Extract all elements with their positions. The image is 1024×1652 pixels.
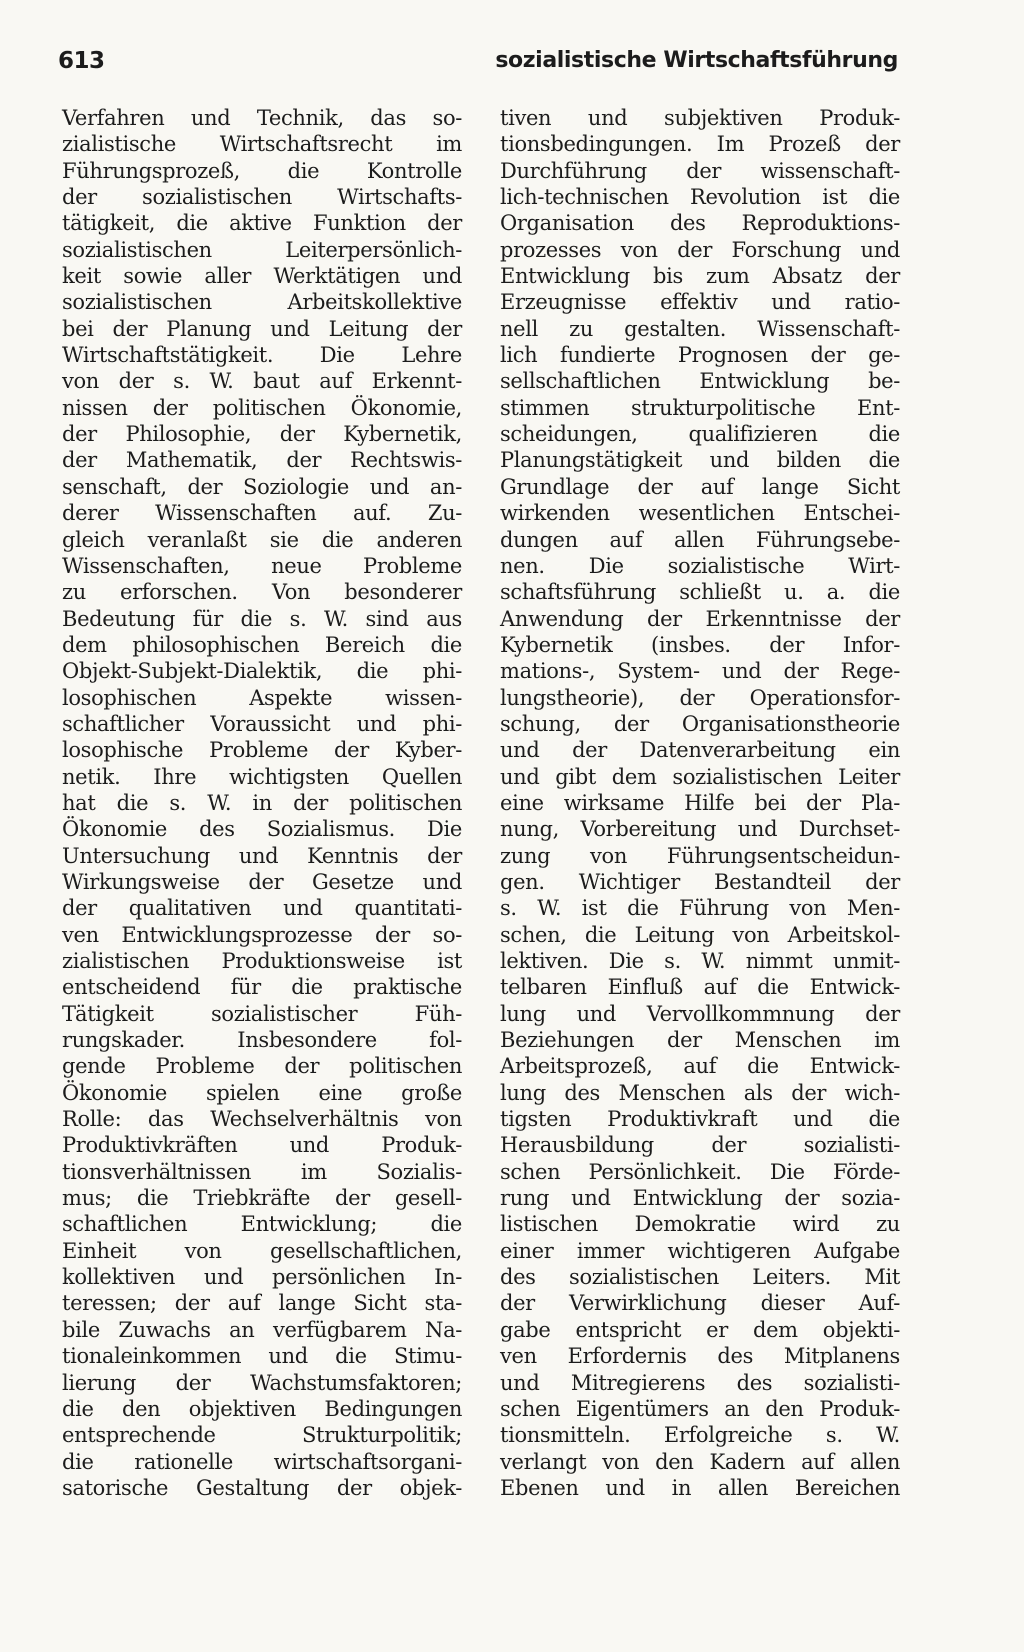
- text-line: s. W. ist die Führung von Men-: [500, 896, 900, 921]
- text-line: netik. Ihre wichtigsten Quellen: [62, 764, 462, 789]
- text-line: senschaft, der Soziologie und an-: [62, 474, 462, 499]
- text-line: Grundlage der auf lange Sicht: [500, 474, 900, 499]
- text-line: sellschaftlichen Entwicklung be-: [500, 369, 900, 394]
- text-line: schung, der Organisationstheorie: [500, 711, 900, 736]
- text-line: zu erforschen. Von besonderer: [62, 580, 462, 605]
- text-line: schen Persönlichkeit. Die Förde-: [500, 1159, 900, 1184]
- text-line: Rolle: das Wechselverhältnis von: [62, 1107, 462, 1132]
- text-line: hat die s. W. in der politischen: [62, 790, 462, 815]
- text-line: zialistische Wirtschaftsrecht im: [62, 132, 462, 157]
- text-column-right: [500, 105, 900, 1501]
- text-line: ven Erfordernis des Mitplanens: [500, 1344, 900, 1369]
- text-line: lungstheorie), der Operationsfor-: [500, 685, 900, 710]
- text-line: tionsverhältnissen im Sozialis-: [62, 1159, 462, 1184]
- text-line: Ökonomie des Sozialismus. Die: [62, 817, 462, 842]
- text-line: ven Entwicklungsprozesse der so-: [62, 922, 462, 947]
- text-line: lierung der Wachstumsfaktoren;: [62, 1370, 462, 1395]
- text-line: schaftsführung schließt u. a. die: [500, 580, 900, 605]
- text-line: Ebenen und in allen Bereichen: [500, 1475, 900, 1500]
- text-line: lich fundierte Prognosen der ge-: [500, 343, 900, 368]
- text-line: lich-technischen Revolution ist die: [500, 185, 900, 210]
- text-line: Planungstätigkeit und bilden die: [500, 448, 900, 473]
- text-line: telbaren Einfluß auf die Entwick-: [500, 975, 900, 1000]
- text-line: lektiven. Die s. W. nimmt unmit-: [500, 949, 900, 973]
- text-line: verlangt von den Kadern auf allen: [500, 1449, 900, 1474]
- text-line: tionaleinkommen und die Stimu-: [62, 1344, 462, 1369]
- text-line: losophischen Aspekte wissen-: [62, 685, 462, 710]
- text-line: schaftlicher Voraussicht und phi-: [62, 711, 462, 736]
- text-line: entsprechende Strukturpolitik;: [62, 1423, 462, 1448]
- text-line: Kybernetik (insbes. der Infor-: [500, 632, 900, 657]
- text-line: schen Eigentümers an den Produk-: [500, 1396, 900, 1421]
- text-line: Wirtschaftstätigkeit. Die Lehre: [62, 343, 462, 368]
- text-line: mus; die Triebkräfte der gesell-: [62, 1186, 462, 1211]
- text-line: dem philosophischen Bereich die: [62, 632, 462, 657]
- text-line: der qualitativen und quantitati-: [62, 896, 462, 921]
- text-line: der Verwirklichung dieser Auf-: [500, 1291, 900, 1316]
- text-line: nell zu gestalten. Wissenschaft-: [500, 316, 900, 341]
- text-line: mations-, System- und der Rege-: [500, 659, 900, 684]
- text-line: Wirkungsweise der Gesetze und: [62, 869, 462, 894]
- text-line: und der Datenverarbeitung ein: [500, 738, 900, 763]
- text-line: Einheit von gesellschaftlichen,: [62, 1238, 462, 1263]
- text-line: stimmen strukturpolitische Ent-: [500, 395, 900, 420]
- text-line: gen. Wichtiger Bestandteil der: [500, 869, 900, 894]
- text-line: rungskader. Insbesondere fol-: [62, 1028, 462, 1053]
- text-line: keit sowie aller Werktätigen und: [62, 264, 462, 289]
- text-line: Untersuchung und Kenntnis der: [62, 843, 462, 868]
- text-line: tiven und subjektiven Produk-: [500, 106, 900, 130]
- text-column-left: [62, 105, 462, 1501]
- running-head: sozialistische Wirtschaftsführung: [495, 48, 898, 73]
- text-line: lung und Vervollkommnung der: [500, 1001, 900, 1026]
- text-line: die den objektiven Bedingungen: [62, 1396, 462, 1421]
- text-line: Produktivkräften und Produk-: [62, 1133, 462, 1158]
- text-line: tionsmitteln. Erfolgreiche s. W.: [500, 1423, 900, 1448]
- text-line: Führungsprozeß, die Kontrolle: [62, 158, 462, 183]
- text-line: Arbeitsprozeß, auf die Entwick-: [500, 1054, 900, 1079]
- text-line: bei der Planung und Leitung der: [62, 316, 462, 341]
- text-line: Ökonomie spielen eine große: [62, 1080, 462, 1105]
- text-line: Durchführung der wissenschaft-: [500, 158, 900, 183]
- text-line: Objekt-Subjekt-Dialektik, die phi-: [62, 659, 462, 684]
- text-line: schen, die Leitung von Arbeitskol-: [500, 922, 900, 947]
- text-line: und Mitregierens des sozialisti-: [500, 1370, 900, 1395]
- text-line: entscheidend für die praktische: [62, 975, 462, 1000]
- text-line: losophische Probleme der Kyber-: [62, 738, 462, 763]
- text-line: Wissenschaften, neue Probleme: [62, 553, 462, 578]
- page-number: 613: [58, 48, 105, 74]
- text-line: Herausbildung der sozialisti-: [500, 1133, 900, 1158]
- text-line: Bedeutung für die s. W. sind aus: [62, 606, 462, 631]
- text-line: die rationelle wirtschaftsorgani-: [62, 1449, 462, 1474]
- text-line: sozialistischen Leiterpersönlich-: [62, 237, 462, 262]
- text-line: prozesses von der Forschung und: [500, 237, 900, 262]
- text-line: teressen; der auf lange Sicht sta-: [62, 1291, 462, 1316]
- text-line: und gibt dem sozialistischen Leiter: [500, 764, 900, 789]
- page-header: [58, 48, 898, 84]
- text-line: schaftlichen Entwicklung; die: [62, 1212, 462, 1237]
- text-line: der sozialistischen Wirtschafts-: [62, 185, 462, 210]
- text-line: eine wirksame Hilfe bei der Pla-: [500, 790, 900, 815]
- text-line: listischen Demokratie wird zu: [500, 1212, 900, 1237]
- text-line: sozialistischen Arbeitskollektive: [62, 290, 462, 315]
- text-line: tätigkeit, die aktive Funktion der: [62, 211, 462, 236]
- text-line: von der s. W. baut auf Erkennt-: [62, 369, 462, 394]
- text-line: scheidungen, qualifizieren die: [500, 422, 900, 447]
- text-line: zung von Führungsentscheidun-: [500, 843, 900, 868]
- text-line: der Philosophie, der Kybernetik,: [62, 422, 462, 447]
- text-line: Beziehungen der Menschen im: [500, 1028, 900, 1053]
- text-line: Verfahren und Technik, das so-: [62, 106, 462, 130]
- text-line: nissen der politischen Ökonomie,: [62, 395, 462, 420]
- text-line: nung, Vorbereitung und Durchset-: [500, 817, 900, 842]
- text-line: der Mathematik, der Rechtswis-: [62, 448, 462, 473]
- text-line: satorische Gestaltung der objek-: [62, 1475, 462, 1500]
- text-line: tigsten Produktivkraft und die: [500, 1107, 900, 1132]
- text-line: des sozialistischen Leiters. Mit: [500, 1265, 900, 1290]
- text-line: Organisation des Reproduktions-: [500, 211, 900, 236]
- text-line: nen. Die sozialistische Wirt-: [500, 553, 900, 578]
- text-line: wirkenden wesentlichen Entschei-: [500, 501, 900, 526]
- text-line: derer Wissenschaften auf. Zu-: [62, 501, 462, 526]
- text-line: Erzeugnisse effektiv und ratio-: [500, 290, 900, 315]
- text-line: Tätigkeit sozialistischer Füh-: [62, 1001, 462, 1026]
- text-line: gabe entspricht er dem objekti-: [500, 1317, 900, 1342]
- text-line: gende Probleme der politischen: [62, 1054, 462, 1079]
- text-line: gleich veranlaßt sie die anderen: [62, 527, 462, 552]
- text-line: Anwendung der Erkenntnisse der: [500, 606, 900, 631]
- text-line: zialistischen Produktionsweise ist: [62, 949, 462, 973]
- text-line: bile Zuwachs an verfügbarem Na-: [62, 1317, 462, 1342]
- text-line: kollektiven und persönlichen In-: [62, 1265, 462, 1290]
- text-line: lung des Menschen als der wich-: [500, 1080, 900, 1105]
- text-line: tionsbedingungen. Im Prozeß der: [500, 132, 900, 157]
- text-line: einer immer wichtigeren Aufgabe: [500, 1238, 900, 1263]
- text-line: Entwicklung bis zum Absatz der: [500, 264, 900, 289]
- text-line: rung und Entwicklung der sozia-: [500, 1186, 900, 1211]
- text-line: dungen auf allen Führungsebe-: [500, 527, 900, 552]
